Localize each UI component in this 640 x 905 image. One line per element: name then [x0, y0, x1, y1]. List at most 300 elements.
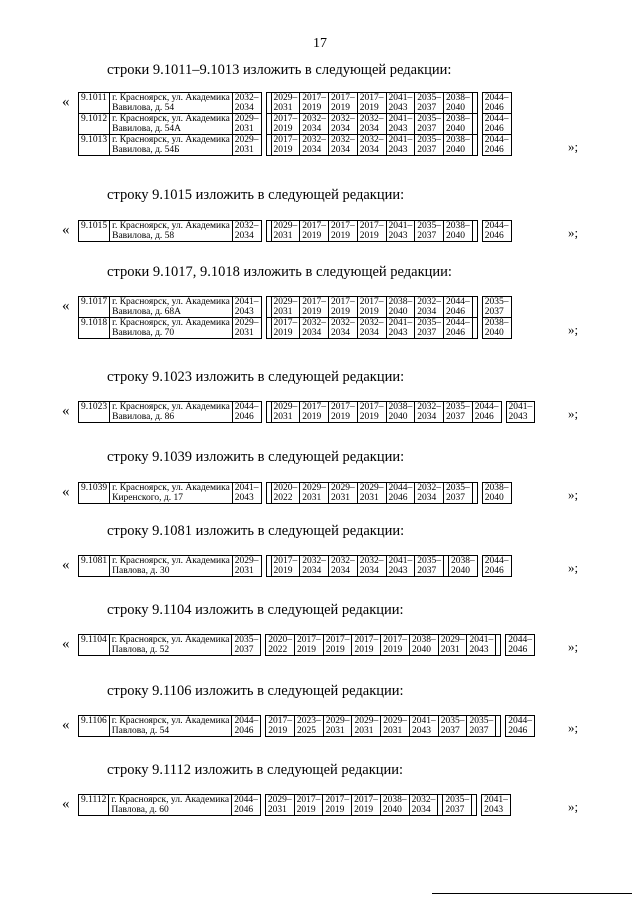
- year-start: 2032–: [359, 318, 384, 328]
- year-start: 2017–: [268, 716, 292, 726]
- year-end: 2040: [446, 124, 466, 134]
- year-range-cell: [357, 114, 386, 135]
- year-start: 2044–: [484, 135, 509, 145]
- year-range-cell: [294, 635, 323, 656]
- year-start: 2035–: [417, 318, 442, 328]
- year-start: 2032–: [331, 114, 355, 124]
- amendment-table: [78, 482, 512, 504]
- year-start: 2029–: [273, 402, 298, 412]
- year-range-cell: [386, 114, 415, 135]
- closing-quote: »;: [568, 487, 579, 502]
- year-end: 2040: [388, 412, 408, 422]
- year-end: 2034: [234, 231, 254, 241]
- year-end: 2019: [331, 103, 351, 113]
- year-start: 2017–: [331, 221, 355, 231]
- year-start: 2041–: [484, 795, 508, 805]
- year-end: 2046: [234, 805, 254, 815]
- year-end: 2040: [382, 805, 402, 815]
- year-start: 2032–: [331, 318, 355, 328]
- year-range-cell: [467, 635, 496, 656]
- year-end: 2040: [446, 103, 466, 113]
- year-start: 2020–: [268, 635, 292, 645]
- year-start: 2017–: [302, 297, 327, 307]
- year-range-cell: [300, 135, 329, 156]
- address-line-2: Павлова, д. 54: [111, 726, 170, 736]
- year-range-cell: [352, 795, 381, 816]
- address-line-1: г. Красноярск, ул. Академика: [111, 635, 230, 645]
- year-range-cell: [482, 93, 511, 114]
- year-end: 2019: [296, 805, 316, 815]
- year-start: 2017–: [273, 114, 298, 124]
- year-range-cell: [329, 483, 358, 504]
- year-start: 2044–: [508, 716, 532, 726]
- year-range-cell: [294, 795, 323, 816]
- opening-quote: «: [62, 403, 70, 419]
- footer-rule: [432, 893, 632, 894]
- year-start: 2029–: [234, 318, 259, 328]
- year-end: 2037: [417, 124, 437, 134]
- year-end: 2031: [354, 726, 374, 736]
- year-range-cell: [266, 716, 295, 737]
- year-range-cell: [444, 297, 473, 318]
- table-row: [79, 135, 512, 156]
- year-range-cell: [386, 483, 415, 504]
- address-line-1: г. Красноярск, ул. Академика: [112, 556, 230, 566]
- year-range-cell: [357, 297, 386, 318]
- year-end: 2040: [484, 493, 504, 503]
- year-range-cell: [386, 556, 415, 577]
- year-end: 2043: [234, 493, 254, 503]
- year-range-cell: [232, 297, 261, 318]
- year-range-cell: [409, 795, 438, 816]
- year-end: 2031: [273, 231, 293, 241]
- year-end: 2034: [331, 566, 351, 576]
- year-range-cell: [329, 402, 358, 423]
- year-start: 2017–: [302, 93, 327, 103]
- year-range-cell: [357, 402, 386, 423]
- year-range-cell: [271, 93, 300, 114]
- year-range-cell: [506, 402, 535, 423]
- year-start: 2032–: [359, 556, 384, 566]
- year-start: 2044–: [508, 635, 532, 645]
- year-start: 2017–: [302, 221, 327, 231]
- year-range-cell: [232, 795, 261, 816]
- year-start: 2017–: [354, 795, 378, 805]
- year-start: 2038–: [446, 135, 470, 145]
- year-start: 2032–: [234, 93, 259, 103]
- year-start: 2017–: [273, 556, 298, 566]
- address-line-1: г. Красноярск, ул. Академика: [112, 297, 230, 307]
- year-start: 2044–: [446, 297, 470, 307]
- year-start: 2032–: [359, 114, 384, 124]
- year-range-cell: [271, 402, 300, 423]
- year-start: 2029–: [273, 297, 298, 307]
- year-end: 2019: [273, 328, 293, 338]
- year-end: 2037: [417, 231, 437, 241]
- address-line-2: Киренского, д. 17: [112, 493, 183, 503]
- year-range-cell: [415, 297, 444, 318]
- year-range-cell: [482, 297, 511, 318]
- year-end: 2043: [388, 328, 408, 338]
- year-end: 2046: [484, 124, 504, 134]
- year-range-cell: [415, 402, 444, 423]
- year-range-cell: [357, 483, 386, 504]
- year-range-cell: [380, 795, 409, 816]
- year-end: 2046: [484, 103, 504, 113]
- year-end: 2034: [417, 307, 437, 317]
- year-end: 2046: [484, 145, 504, 155]
- year-range-cell: [482, 135, 511, 156]
- section-heading: строку 9.1023 изложить в следующей редакции:: [107, 369, 405, 385]
- year-range-cell: [300, 402, 329, 423]
- year-range-cell: [265, 795, 294, 816]
- year-end: 2022: [268, 645, 288, 655]
- year-end: 2019: [331, 231, 351, 241]
- year-end: 2019: [325, 645, 345, 655]
- year-range-cell: [381, 716, 410, 737]
- amendment-table: [78, 401, 535, 423]
- year-start: 2032–: [234, 221, 259, 231]
- year-start: 2032–: [417, 483, 442, 493]
- year-start: 2032–: [302, 114, 327, 124]
- year-end: 2019: [302, 231, 322, 241]
- year-start: 2035–: [417, 135, 442, 145]
- year-range-cell: [482, 114, 511, 135]
- year-end: 2046: [446, 307, 466, 317]
- year-start: 2038–: [446, 221, 470, 231]
- year-start: 2038–: [484, 318, 509, 328]
- year-range-cell: [482, 556, 511, 577]
- year-start: 2044–: [474, 402, 499, 412]
- year-start: 2038–: [382, 795, 407, 805]
- closing-quote: »;: [568, 322, 579, 337]
- year-start: 2035–: [445, 795, 470, 805]
- year-end: 2046: [234, 726, 254, 736]
- year-start: 2017–: [331, 93, 355, 103]
- year-range-cell: [232, 221, 261, 242]
- year-start: 2035–: [484, 297, 509, 307]
- year-start: 2017–: [331, 297, 355, 307]
- year-end: 2031: [302, 493, 322, 503]
- address-line-2: Павлова, д. 52: [111, 645, 170, 655]
- year-end: 2025: [296, 726, 316, 736]
- year-range-cell: [444, 221, 473, 242]
- page-number: 17: [313, 36, 327, 51]
- table-row: [79, 93, 512, 114]
- year-end: 2043: [388, 566, 408, 576]
- year-end: 2034: [234, 103, 254, 113]
- address-line-1: г. Красноярск, ул. Академика: [111, 716, 230, 726]
- year-start: 2029–: [273, 221, 298, 231]
- year-end: 2034: [411, 805, 431, 815]
- year-range-cell: [294, 716, 323, 737]
- year-end: 2043: [388, 103, 408, 113]
- year-end: 2037: [445, 805, 465, 815]
- year-range-cell: [271, 483, 300, 504]
- year-end: 2019: [325, 805, 345, 815]
- year-range-cell: [444, 402, 473, 423]
- closing-quote: »;: [568, 799, 579, 814]
- year-end: 2046: [508, 645, 528, 655]
- address-line-1: г. Красноярск, ул. Академика: [112, 114, 230, 124]
- year-start: 2038–: [388, 402, 413, 412]
- year-start: 2041–: [234, 483, 259, 493]
- amendment-table: [78, 92, 512, 156]
- year-start: 2038–: [446, 93, 470, 103]
- address-line-2: Павлова, д. 30: [112, 566, 170, 576]
- year-start: 2041–: [388, 135, 413, 145]
- table-row: [79, 483, 512, 504]
- closing-quote: »;: [568, 560, 579, 575]
- year-end: 2031: [234, 124, 254, 134]
- year-end: 2043: [484, 805, 504, 815]
- year-end: 2031: [325, 726, 345, 736]
- row-number-cell: 9.1013: [79, 135, 110, 156]
- year-range-cell: [472, 402, 501, 423]
- year-range-cell: [271, 114, 300, 135]
- opening-quote: «: [62, 298, 70, 314]
- year-range-cell: [232, 135, 261, 156]
- opening-quote: «: [62, 94, 70, 110]
- amendment-table: [78, 555, 512, 577]
- year-range-cell: [271, 221, 300, 242]
- address-line-2: Вавилова, д. 86: [112, 412, 175, 422]
- section-heading: строку 9.1081 изложить в следующей редакции:: [107, 523, 405, 539]
- year-range-cell: [232, 114, 261, 135]
- address-line-2: Вавилова, д. 68А: [112, 307, 182, 317]
- year-start: 2035–: [417, 556, 442, 566]
- year-start: 2017–: [325, 795, 350, 805]
- row-number-cell: 9.1104: [79, 635, 110, 656]
- year-start: 2017–: [359, 221, 384, 231]
- year-range-cell: [271, 297, 300, 318]
- year-range-cell: [438, 716, 467, 737]
- year-range-cell: [444, 483, 473, 504]
- year-range-cell: [415, 483, 444, 504]
- year-range-cell: [444, 135, 473, 156]
- year-start: 2032–: [331, 135, 355, 145]
- year-range-cell: [323, 795, 352, 816]
- year-range-cell: [266, 635, 295, 656]
- year-start: 2044–: [484, 93, 509, 103]
- year-start: 2029–: [325, 716, 350, 726]
- year-end: 2019: [331, 307, 351, 317]
- year-start: 2035–: [469, 716, 494, 726]
- year-start: 2029–: [234, 556, 259, 566]
- address-cell: [109, 716, 232, 737]
- table-row: [79, 716, 535, 737]
- year-end: 2034: [417, 412, 437, 422]
- year-end: 2019: [296, 645, 316, 655]
- year-end: 2034: [359, 124, 379, 134]
- address-line-1: г. Красноярск, ул. Академика: [112, 93, 230, 103]
- year-range-cell: [300, 114, 329, 135]
- year-range-cell: [415, 114, 444, 135]
- row-number-cell: 9.1106: [79, 716, 110, 737]
- year-end: 2031: [234, 566, 254, 576]
- year-start: 2041–: [388, 114, 413, 124]
- year-end: 2040: [388, 307, 408, 317]
- year-start: 2029–: [440, 635, 465, 645]
- year-end: 2037: [417, 328, 437, 338]
- year-start: 2032–: [302, 318, 327, 328]
- year-range-cell: [482, 318, 511, 339]
- year-range-cell: [357, 556, 386, 577]
- row-number-cell: 9.1081: [79, 556, 110, 577]
- table-row: [79, 402, 535, 423]
- year-end: 2022: [273, 493, 293, 503]
- amendment-table: [78, 296, 512, 339]
- year-end: 2043: [411, 726, 431, 736]
- section-heading: строки 9.1017, 9.1018 изложить в следующей редакции:: [107, 264, 452, 280]
- year-range-cell: [482, 483, 511, 504]
- section-heading: строку 9.1015 изложить в следующей редакции:: [107, 187, 405, 203]
- year-end: 2037: [440, 726, 460, 736]
- year-range-cell: [482, 221, 511, 242]
- year-end: 2019: [302, 307, 322, 317]
- year-start: 2017–: [296, 795, 321, 805]
- year-start: 2029–: [354, 716, 379, 726]
- year-end: 2019: [359, 103, 379, 113]
- year-start: 2029–: [267, 795, 292, 805]
- year-start: 2020–: [273, 483, 298, 493]
- address-line-2: Вавилова, д. 70: [112, 328, 175, 338]
- year-end: 2037: [469, 726, 489, 736]
- address-line-2: Вавилова, д. 54А: [112, 124, 182, 134]
- year-range-cell: [232, 318, 261, 339]
- year-start: 2029–: [331, 483, 355, 493]
- year-range-cell: [300, 483, 329, 504]
- year-range-cell: [449, 556, 478, 577]
- year-start: 2041–: [388, 93, 413, 103]
- year-start: 2035–: [417, 93, 442, 103]
- year-end: 2043: [388, 124, 408, 134]
- year-range-cell: [329, 114, 358, 135]
- year-range-cell: [409, 635, 438, 656]
- address-line-2: Павлова, д. 60: [111, 805, 169, 815]
- year-end: 2019: [359, 307, 379, 317]
- address-cell: [110, 221, 233, 242]
- year-start: 2017–: [383, 635, 407, 645]
- year-end: 2046: [446, 328, 466, 338]
- year-end: 2031: [273, 103, 293, 113]
- row-number-cell: 9.1039: [79, 483, 110, 504]
- year-end: 2037: [446, 493, 466, 503]
- year-range-cell: [300, 556, 329, 577]
- year-range-cell: [232, 635, 261, 656]
- year-range-cell: [415, 556, 444, 577]
- year-range-cell: [357, 135, 386, 156]
- address-cell: [110, 93, 233, 114]
- table-row: [79, 221, 512, 242]
- year-end: 2040: [411, 645, 431, 655]
- year-start: 2041–: [388, 221, 413, 231]
- year-range-cell: [444, 318, 473, 339]
- year-start: 2041–: [234, 297, 259, 307]
- opening-quote: «: [62, 717, 70, 733]
- year-range-cell: [386, 318, 415, 339]
- year-range-cell: [329, 297, 358, 318]
- section-heading: строку 9.1039 изложить в следующей редакции:: [107, 449, 405, 465]
- opening-quote: «: [62, 557, 70, 573]
- year-end: 2031: [267, 805, 287, 815]
- year-start: 2041–: [469, 635, 494, 645]
- year-range-cell: [329, 318, 358, 339]
- year-range-cell: [444, 93, 473, 114]
- year-end: 2031: [331, 493, 351, 503]
- year-start: 2035–: [417, 114, 442, 124]
- year-end: 2034: [359, 145, 379, 155]
- opening-quote: «: [62, 484, 70, 500]
- year-end: 2031: [273, 307, 293, 317]
- year-start: 2017–: [359, 402, 384, 412]
- year-start: 2041–: [508, 402, 533, 412]
- amendment-table: [78, 715, 535, 737]
- address-cell: [110, 114, 233, 135]
- year-end: 2034: [359, 328, 379, 338]
- address-cell: [110, 556, 233, 577]
- year-start: 2017–: [331, 402, 355, 412]
- year-start: 2017–: [325, 635, 350, 645]
- year-start: 2041–: [388, 556, 413, 566]
- address-cell: [110, 318, 233, 339]
- year-start: 2044–: [484, 221, 509, 231]
- year-range-cell: [323, 635, 352, 656]
- address-line-1: г. Красноярск, ул. Академика: [112, 135, 230, 145]
- year-end: 2034: [331, 145, 351, 155]
- year-end: 2034: [302, 145, 322, 155]
- closing-quote: »;: [568, 225, 579, 240]
- year-range-cell: [506, 635, 535, 656]
- year-end: 2019: [383, 645, 403, 655]
- year-end: 2031: [440, 645, 460, 655]
- year-end: 2046: [234, 412, 254, 422]
- year-range-cell: [506, 716, 535, 737]
- year-end: 2043: [388, 145, 408, 155]
- address-line-1: г. Красноярск, ул. Академика: [112, 221, 230, 231]
- table-row: [79, 795, 511, 816]
- address-cell: [110, 483, 233, 504]
- row-number-cell: 9.1012: [79, 114, 110, 135]
- year-start: 2044–: [234, 795, 258, 805]
- section-heading: строку 9.1106 изложить в следующей редакции:: [107, 683, 404, 699]
- amendment-table: [78, 220, 512, 242]
- table-row: [79, 635, 535, 656]
- year-end: 2019: [273, 566, 293, 576]
- year-start: 2017–: [359, 93, 384, 103]
- year-range-cell: [232, 483, 261, 504]
- table-row: [79, 556, 512, 577]
- year-start: 2044–: [484, 556, 509, 566]
- year-range-cell: [415, 135, 444, 156]
- year-end: 2034: [302, 124, 322, 134]
- year-start: 2038–: [411, 635, 436, 645]
- year-end: 2034: [302, 566, 322, 576]
- year-start: 2023–: [296, 716, 321, 726]
- year-end: 2040: [484, 328, 504, 338]
- year-end: 2034: [331, 124, 351, 134]
- year-range-cell: [300, 221, 329, 242]
- year-end: 2043: [234, 307, 254, 317]
- year-range-cell: [300, 297, 329, 318]
- year-range-cell: [357, 318, 386, 339]
- address-cell: [110, 135, 233, 156]
- address-line-1: г. Красноярск, ул. Академика: [112, 318, 230, 328]
- year-start: 2041–: [411, 716, 436, 726]
- year-range-cell: [232, 716, 261, 737]
- year-end: 2037: [417, 103, 437, 113]
- address-line-2: Вавилова, д. 58: [112, 231, 175, 241]
